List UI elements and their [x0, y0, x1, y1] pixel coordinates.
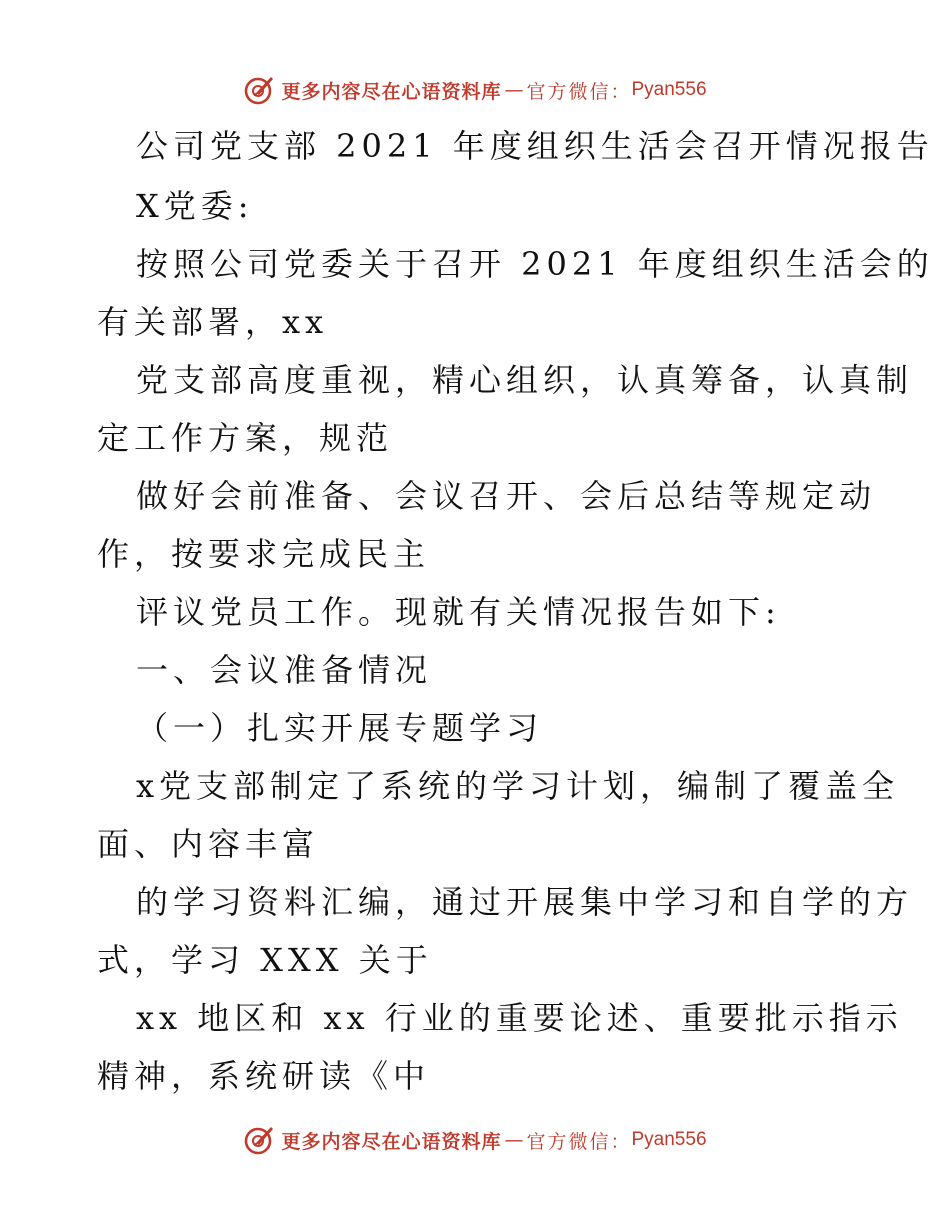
body-line: 精神，系统研读《中	[97, 1057, 431, 1095]
document-title: 公司党支部 2021 年度组织生活会召开情况报告	[136, 127, 934, 165]
addressee: X党委:	[136, 187, 254, 225]
body-line: 面、内容丰富	[97, 825, 320, 863]
body-line: 有关部署，xx	[97, 303, 329, 341]
footer-watermark	[0, 1120, 950, 1160]
section-heading: 一、会议准备情况	[136, 651, 433, 689]
header-watermark	[0, 70, 950, 110]
body-line: xx 地区和 xx 行业的重要论述、重要批示指示	[136, 999, 903, 1037]
body-line: x党支部制定了系统的学习计划，编制了覆盖全	[136, 767, 900, 805]
body-line: 党支部高度重视，精心组织，认真筹备，认真制	[136, 361, 914, 399]
footer-watermark-title: 更多内容尽在心语资料库	[281, 1130, 502, 1153]
body-line: 作，按要求完成民主	[97, 535, 431, 573]
brush-logo-icon	[243, 1124, 275, 1156]
footer-watermark-separator: —	[504, 1129, 524, 1151]
header-watermark-wechat-id: Pyan556	[631, 79, 707, 100]
brush-logo-icon	[243, 74, 275, 106]
body-line: 的学习资料汇编，通过开展集中学习和自学的方	[136, 883, 914, 921]
subsection-heading: （一）扎实开展专题学习	[136, 709, 544, 747]
footer-watermark-wechat-id: Pyan556	[631, 1129, 707, 1150]
body-line: 做好会前准备、会议召开、会后总结等规定动	[136, 477, 877, 515]
header-watermark-separator: —	[504, 79, 524, 101]
header-watermark-title: 更多内容尽在心语资料库	[281, 80, 502, 103]
body-line: 评议党员工作。现就有关情况报告如下:	[136, 593, 781, 631]
body-line: 按照公司党委关于召开 2021 年度组织生活会的	[136, 245, 934, 283]
footer-watermark-wechat-label: 官方微信：	[526, 1130, 632, 1153]
body-line: 式，学习 XXX 关于	[97, 941, 433, 979]
body-line: 定工作方案，规范	[97, 419, 394, 457]
header-watermark-wechat-label: 官方微信：	[526, 80, 632, 103]
